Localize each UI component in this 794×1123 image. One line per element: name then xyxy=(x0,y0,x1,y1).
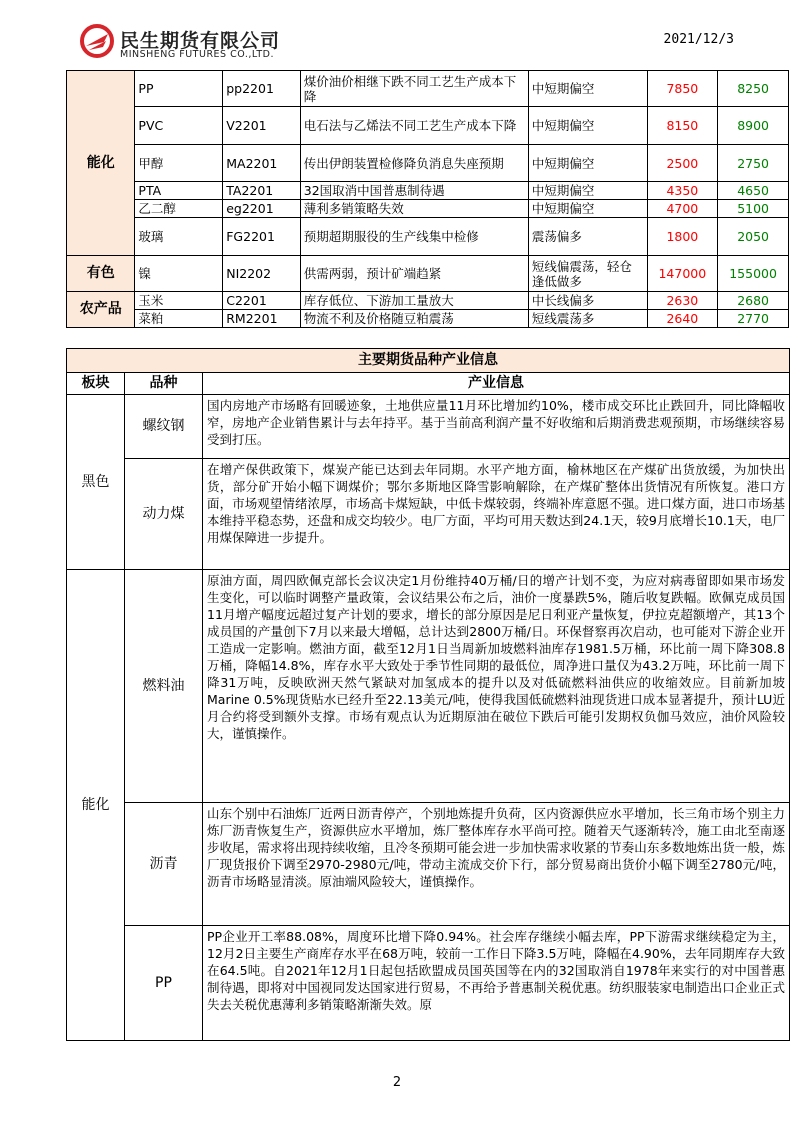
table-row xyxy=(67,292,789,310)
table-row xyxy=(67,200,789,218)
contract-code: eg2201 xyxy=(223,200,301,218)
driver-text: 煤价油价相继下跌不同工艺生产成本下降 xyxy=(300,71,528,107)
page-header xyxy=(80,22,740,62)
variety-name: PP xyxy=(125,926,203,1041)
sector-label: 有色 xyxy=(67,256,135,292)
page-number: 2 xyxy=(392,1075,402,1090)
contract-code: pp2201 xyxy=(223,71,301,107)
sector-label: 能化 xyxy=(67,570,125,1041)
variety-name: 沥青 xyxy=(125,803,203,926)
company-name-cn: 民生期货有限公司 xyxy=(120,30,281,52)
variety-name: 乙二醇 xyxy=(135,200,223,218)
col-header-variety: 品种 xyxy=(125,373,203,395)
driver-text: 薄利多销策略失效 xyxy=(300,200,528,218)
table-row xyxy=(67,570,790,803)
table-row xyxy=(67,803,790,926)
table-row xyxy=(67,310,789,328)
info-text: 原油方面，周四欧佩克部长会议决定1月份维持40万桶/日的增产计划不变，为应对病毒留即如果市场发生变化，可以临时调整产量政策，会议结果公布之后，油价一度暴跌5%，随后收复跌幅。欧佩克成员国11月增产幅度远超过复产计划的要求，增长的部分原因是尼日利亚产量恢复，伊拉克超额增产，其13个成员国的产量创下7月以来最大增幅，总计达到2800万桶/日。环保督察再次启动，也可能对下游企业开工造成一定影响。燃油方面，截至12月1日当周新加坡燃料油库存1981.5万桶，环比前一周下降308.8万桶，降幅14.8%，库存水平大致处于季节性同期的最低位，周净进口量仅为43.2万吨，环比前一周下降31万吨，反映欧洲天然气紧缺对加氢成本的提升以及对低硫燃料油供应的收缩效应。目前新加坡Marine 0.5%现货贴水已经升至22.13美元/吨，使得我国低硫燃料油现货进口成本显著提升，预计LU近月合约将受到额外支撑。市场有观点认为近期原油在破位下跌后可能引发期权负伽马效应，油价风险较大，谨慎操作。 xyxy=(207,573,785,741)
price-high: 4650 xyxy=(718,182,789,200)
price-low: 1800 xyxy=(647,218,718,256)
info-text: 国内房地产市场略有回暖迹象，土地供应量11月环比增加约10%，楼市成交环比止跌回升，同比降幅收窄，房地产企业销售累计与去年持平。基于当前高利润产量不好收缩和后期消费悲观预期，市场继续容易受到打压。 xyxy=(207,398,785,447)
table-row xyxy=(67,71,789,107)
price-high: 2680 xyxy=(718,292,789,310)
outlook-view: 中短期偏空 xyxy=(528,71,647,107)
sector-label: 能化 xyxy=(67,71,135,256)
price-low: 4700 xyxy=(647,200,718,218)
outlook-table xyxy=(66,70,789,328)
outlook-view: 中长线偏多 xyxy=(528,292,647,310)
table-row xyxy=(67,107,789,145)
variety-name: 螺纹钢 xyxy=(125,395,203,459)
outlook-view: 短线震荡多 xyxy=(528,310,647,328)
info-text: 山东个别中石油炼厂近两日沥青停产，个别地炼提升负荷，区内资源供应水平增加，长三角市场个别主力炼厂沥青恢复生产，资源供应水平增加，炼厂整体库存水平尚可控。随着天气逐渐转冷，施工由北至南逐步收尾，需求将出现持续收缩，且冷冬预期可能会进一步加快需求收紧的节奏山东多数地炼出货一般，炼厂现货报价下调至2970-2980元/吨，带动主流成交价下行，部分贸易商出货价小幅下调至2780元/吨，沥青市场略显清淡。原油端风险较大，谨慎操作。 xyxy=(207,806,785,889)
outlook-view: 中短期偏空 xyxy=(528,200,647,218)
price-low: 4350 xyxy=(647,182,718,200)
outlook-view: 中短期偏空 xyxy=(528,145,647,182)
col-header-info: 产业信息 xyxy=(203,373,790,395)
price-low: 2640 xyxy=(647,310,718,328)
contract-code: TA2201 xyxy=(223,182,301,200)
contract-code: V2201 xyxy=(223,107,301,145)
variety-name: 菜粕 xyxy=(135,310,223,328)
price-high: 5100 xyxy=(718,200,789,218)
price-high: 2750 xyxy=(718,145,789,182)
variety-name: 动力煤 xyxy=(125,459,203,570)
price-low: 8150 xyxy=(647,107,718,145)
price-high: 155000 xyxy=(718,256,789,292)
price-low: 2630 xyxy=(647,292,718,310)
outlook-view: 中短期偏空 xyxy=(528,107,647,145)
report-date: 2021/12/3 xyxy=(663,32,734,47)
price-low: 147000 xyxy=(647,256,718,292)
driver-text: 库存低位、下游加工量放大 xyxy=(300,292,528,310)
contract-code: RM2201 xyxy=(223,310,301,328)
price-high: 2770 xyxy=(718,310,789,328)
contract-code: MA2201 xyxy=(223,145,301,182)
contract-code: NI2202 xyxy=(223,256,301,292)
table-row xyxy=(67,395,790,459)
price-high: 8250 xyxy=(718,71,789,107)
sector-label: 黑色 xyxy=(67,395,125,570)
price-high: 2050 xyxy=(718,218,789,256)
info-text: PP企业开工率88.08%，周度环比增下降0.94%。社会库存继续小幅去库，PP下游需求继续稳定为主，12月2日主要生产商库存水平在68万吨，较前一工作日下降3.5万吨，降幅在4.90%，去年同期库存大致在64.5吨。自2021年12月1日起包括欧盟成员国英国等在内的32国取消自1978年来实行的对中国普惠制待遇，即将对中国视同发达国家进行贸易，不再给予普惠制关税优惠。纺织服装家电制造出口企业正式失去关税优惠薄利多销策略渐渐失效。原 xyxy=(207,929,785,1012)
table-row xyxy=(67,218,789,256)
variety-name: 甲醇 xyxy=(135,145,223,182)
variety-name: PVC xyxy=(135,107,223,145)
outlook-view: 中短期偏空 xyxy=(528,182,647,200)
variety-name: 玻璃 xyxy=(135,218,223,256)
table-row xyxy=(67,145,789,182)
minsheng-logo-icon xyxy=(80,24,114,58)
table-row xyxy=(67,459,790,570)
info-text: 在增产保供政策下，煤炭产能已达到去年同期。水平产地方面，榆林地区在产煤矿出货放缓，为加快出货，部分矿开始小幅下调煤价；鄂尔多斯地区降雪影响解除，在产煤矿整体出货情况有所恢复。港口方面，市场观望情绪浓厚，市场高卡煤短缺，中低卡煤较弱，终端补库意愿不强。进口煤方面，进口市场基本维持平稳态势，还盘和成交均较少。电厂方面，平均可用天数达到24.1天，较9月底增长10.1天，电厂用煤保障进一步提升。 xyxy=(207,462,785,545)
variety-name: PTA xyxy=(135,182,223,200)
company-name-en: MINSHENG FUTURES CO.,LTD. xyxy=(120,49,274,60)
driver-text: 预期超期服役的生产线集中检修 xyxy=(300,218,528,256)
col-header-sector: 板块 xyxy=(67,373,125,395)
driver-text: 32国取消中国普惠制待遇 xyxy=(300,182,528,200)
price-high: 8900 xyxy=(718,107,789,145)
variety-name: 镍 xyxy=(135,256,223,292)
driver-text: 物流不利及价格随豆粕震荡 xyxy=(300,310,528,328)
info-table-title: 主要期货品种产业信息 xyxy=(67,349,790,373)
variety-name: 燃料油 xyxy=(125,570,203,803)
driver-text: 传出伊朗装置检修降负消息失座预期 xyxy=(300,145,528,182)
driver-text: 电石法与乙烯法不同工艺生产成本下降 xyxy=(300,107,528,145)
variety-name: PP xyxy=(135,71,223,107)
contract-code: FG2201 xyxy=(223,218,301,256)
price-low: 7850 xyxy=(647,71,718,107)
driver-text: 供需两弱，预计矿端趋紧 xyxy=(300,256,528,292)
outlook-view: 短线偏震荡，轻仓逢低做多 xyxy=(528,256,647,292)
table-row xyxy=(67,182,789,200)
sector-label: 农产品 xyxy=(67,292,135,328)
variety-name: 玉米 xyxy=(135,292,223,310)
table-row xyxy=(67,256,789,292)
outlook-view: 震荡偏多 xyxy=(528,218,647,256)
price-low: 2500 xyxy=(647,145,718,182)
table-row xyxy=(67,926,790,1041)
contract-code: C2201 xyxy=(223,292,301,310)
industry-info-table xyxy=(66,348,790,1041)
